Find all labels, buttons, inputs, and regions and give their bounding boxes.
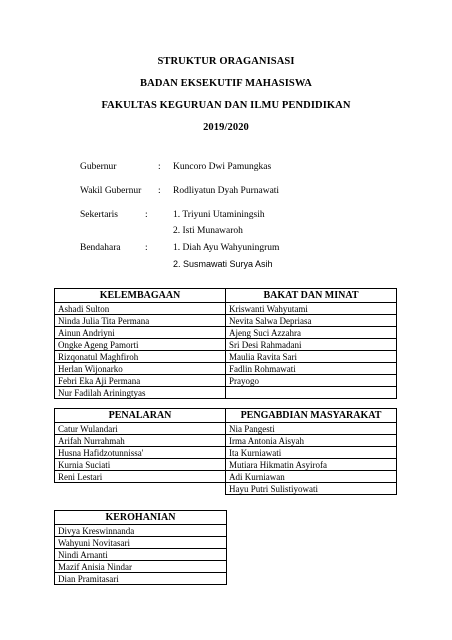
sekertaris-name-2: 2. Isti Munawaroh [173,226,243,236]
cell-penalaran: Catur Wulandari [55,423,226,435]
table-row [55,363,397,375]
table-row [55,471,397,483]
cell-kelembagaan: Ainun Andriyni [55,327,226,339]
sekertaris-row-2 [0,226,452,238]
header-kelembagaan: KELEMBAGAAN [55,289,226,303]
table-penalaran-pengabdian [54,408,397,495]
cell-kerohanian: Mazif Anisia Nindar [55,561,227,573]
header-pengabdian-masyarakat: PENGABDIAN MASYARAKAT [226,409,397,423]
table-row [55,387,397,399]
wakil-gubernur-value: Rodliyatun Dyah Purnawati [173,186,280,196]
table-row [55,525,227,537]
cell-kelembagaan: Febri Eka Aji Permana [55,375,226,387]
gubernur-row [0,162,452,174]
table-row [55,435,397,447]
cell-kerohanian: Nindi Arnanti [55,549,227,561]
table-row [55,375,397,387]
wakil-gubernur-colon: : [158,186,161,196]
bendahara-colon: : [145,243,148,253]
header-bakat-minat: BAKAT DAN MINAT [226,289,397,303]
cell-kerohanian: Dian Pramitasari [55,573,227,585]
sekertaris-label: Sekertaris [80,210,118,220]
gubernur-value: Kuncoro Dwi Pamungkas [173,162,272,172]
title-line-1: STRUKTUR ORAGANISASI [157,56,295,67]
cell-kelembagaan: Herlan Wijonarko [55,363,226,375]
title-line-3: FAKULTAS KEGURUAN DAN ILMU PENDIDIKAN [101,100,351,111]
table-row [55,447,397,459]
table-header-row [55,409,397,423]
table-header-row [55,511,227,525]
header-kerohanian: KEROHANIAN [55,511,227,525]
table-row [55,549,227,561]
table-header-row [55,289,397,303]
table-row [55,327,397,339]
cell-penalaran: Reni Lestari [55,471,226,483]
header-penalaran: PENALARAN [55,409,226,423]
bendahara-name-1: 1. Diah Ayu Wahyuningrum [173,243,280,253]
cell-pengabdian: Irma Antonia Aisyah [226,435,397,447]
sekertaris-colon: : [145,210,148,220]
cell-pengabdian: Ita Kurniawati [226,447,397,459]
sekertaris-row [0,210,452,222]
cell-bakat-minat: Fadlin Rohmawati [226,363,397,375]
cell-bakat-minat: Kriswanti Wahyutami [226,303,397,315]
cell-bakat-minat: Prayogo [226,375,397,387]
gubernur-label: Gubernur [80,162,117,172]
cell-penalaran: Arifah Nurrahmah [55,435,226,447]
table-row [55,339,397,351]
cell-bakat-minat: Nevita Salwa Depriasa [226,315,397,327]
bendahara-name-2: 2. Susmawati Surya Asih [173,259,273,269]
table-row [55,561,227,573]
table-kerohanian [54,510,227,585]
cell-bakat-minat: Ajeng Suci Azzahra [226,327,397,339]
table-row [55,423,397,435]
table-row [55,483,397,495]
cell-bakat-minat: Maulia Ravita Sari [226,351,397,363]
cell-bakat-minat [226,387,397,399]
cell-kerohanian: Wahyuni Novitasari [55,537,227,549]
table-row [55,303,397,315]
cell-bakat-minat: Sri Desi Rahmadani [226,339,397,351]
cell-kelembagaan: Nur Fadilah Ariningtyas [55,387,226,399]
wakil-gubernur-row [0,186,452,198]
table-kelembagaan-bakat [54,288,397,399]
table-row [55,351,397,363]
table-row [55,537,227,549]
table-row [55,459,397,471]
table-row [55,573,227,585]
title-line-2: BADAN EKSEKUTIF MAHASISWA [140,78,312,89]
cell-penalaran: Kurnia Suciati [55,459,226,471]
bendahara-row [0,243,452,255]
cell-kerohanian: Divya Kreswinnanda [55,525,227,537]
table-row [55,315,397,327]
title-line-4: 2019/2020 [203,122,249,133]
bendahara-label: Bendahara [80,243,121,253]
cell-pengabdian: Mutiara Hikmatin Asyirofa [226,459,397,471]
cell-kelembagaan: Rizqonatul Maghfiroh [55,351,226,363]
sekertaris-name-1: 1. Triyuni Utaminingsih [173,210,265,220]
cell-kelembagaan: Ongke Ageng Pamorti [55,339,226,351]
cell-penalaran [55,483,226,495]
cell-pengabdian: Adi Kurniawan [226,471,397,483]
cell-pengabdian: Nia Pangesti [226,423,397,435]
wakil-gubernur-label: Wakil Gubernur [80,186,142,196]
gubernur-colon: : [158,162,161,172]
cell-pengabdian: Hayu Putri Sulistiyowati [226,483,397,495]
cell-penalaran: Husna Hafidzotunnissa' [55,447,226,459]
cell-kelembagaan: Ninda Julia Tita Permana [55,315,226,327]
cell-kelembagaan: Ashadi Sulton [55,303,226,315]
bendahara-row-2 [0,259,452,271]
